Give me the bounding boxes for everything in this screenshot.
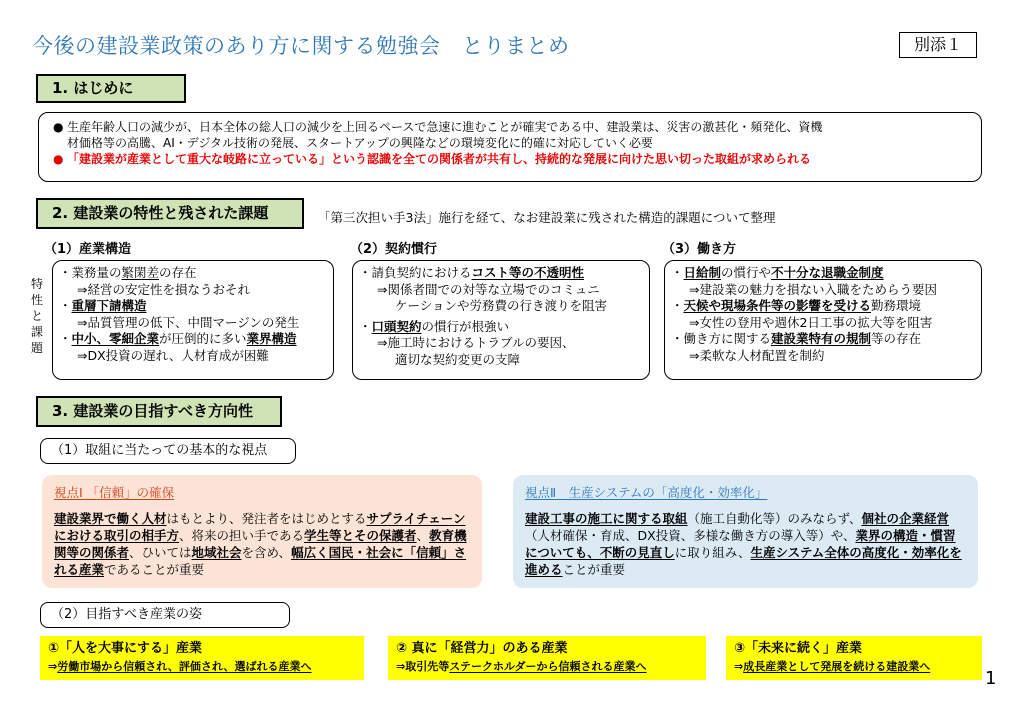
annex-label: 別添１ <box>899 32 977 58</box>
issue-line: ⇒関係者間での対等な立場でのコミュニ <box>377 281 600 297</box>
col-contract-practice-title: （2）契約慣行 <box>350 242 438 257</box>
section-3-heading: 3. 建設業の目指すべき方向性 <box>36 396 282 427</box>
text: ⇒取引先等 <box>396 660 450 673</box>
viewpoint-1-title <box>54 483 470 501</box>
text: ・ <box>359 318 372 334</box>
text: ・請負契約における <box>359 265 472 280</box>
underlined-text: 重層下請構造 <box>71 298 147 313</box>
issue-line: 適切な契約変更の支障 <box>395 351 521 367</box>
side-label-char: 特 <box>30 277 43 291</box>
issue-line <box>359 319 643 336</box>
underlined-text: 視点Ⅱ 生産システムの「高度化・効率化」 <box>525 485 768 500</box>
underlined-text: 建設工事の施工に関する取組 <box>525 511 688 526</box>
text: ・ <box>671 265 684 280</box>
subsection-target-industry: （2）目指すべき産業の姿 <box>40 602 290 628</box>
text: はもとより、発注者をはじめとする <box>166 511 367 526</box>
issue-box-industry-structure <box>52 260 334 380</box>
issue-box-work-style <box>664 260 982 380</box>
section-2-note: 「第三次担い手3法」施行を経て、なお建設業に残された構造的課題について整理 <box>318 210 776 225</box>
text: 等の存在 <box>871 331 922 346</box>
underlined-text: 労働市場から信頼され、評価され、選ばれる産業へ <box>57 660 312 673</box>
text: であることが重要 <box>104 562 205 577</box>
side-label-char: 題 <box>30 341 43 355</box>
viewpoint-2-box <box>513 475 978 588</box>
intro-bullet-2-text: 「建設業が産業として重大な岐路に立っている」という認識を全ての関係者が共有し、持続的な発展に向けた思い切った取組が求められる <box>67 152 812 166</box>
text: ことが重要 <box>562 562 626 577</box>
underlined-text: 繁閑差 <box>121 265 160 280</box>
issue-line: ⇒女性の登用や週休2日工事の拡大等を阻害 <box>689 314 933 330</box>
intro-box <box>38 112 982 182</box>
underlined-text: 中小、零細企業 <box>71 331 160 346</box>
underlined-text: コスト等の不透明性 <box>471 265 585 280</box>
goal-2-subtitle <box>396 658 698 675</box>
underlined-text: 教育機関等の関係者 <box>54 528 467 560</box>
viewpoint-1-box <box>42 475 482 588</box>
underlined-text: 個社の企業経営 <box>861 511 950 526</box>
issue-line <box>359 265 643 282</box>
issue-line: ⇒施工時におけるトラブルの要因、 <box>377 335 575 350</box>
text: 、ひいては <box>129 545 192 560</box>
text: ・働き方に関する <box>671 331 772 346</box>
underlined-text: 建設業特有の規制 <box>771 331 872 346</box>
goal-1-box <box>40 636 364 680</box>
underlined-text: 成長産業として発展を続ける建設業へ <box>743 660 931 673</box>
issue-line: ケーションや労務費の行き渡りを阻害 <box>395 298 608 313</box>
intro-bullet-2 <box>53 151 971 167</box>
text: ⇒ <box>48 660 58 673</box>
underlined-text: サプライチェーンにおける取引の相手方 <box>54 511 466 543</box>
text: 、 <box>416 528 430 543</box>
page-title: 今後の建設業政策のあり方に関する勉強会 とりまとめ <box>32 34 570 58</box>
col-work-style-title: （3）働き方 <box>662 242 737 257</box>
text: を含め、 <box>241 545 292 560</box>
underlined-text: 地域社会 <box>191 545 242 560</box>
underlined-text: 学生等とその保護者 <box>304 528 417 543</box>
underlined-text: 生産システム全体の高度化・効率化を進める <box>525 545 962 577</box>
goal-3-title: ③「未来に続く」産業 <box>734 641 863 656</box>
text: の慣行や <box>721 265 772 280</box>
intro-bullet-1-line-1: 生産年齢人口の減少が、日本全体の総人口の減少を上回るペースで急速に進むことが確実である中、建設業は、災害の激甚化・頻発化、資機 <box>67 120 823 134</box>
underlined-text: 天候や現場条件等の影響を受ける <box>683 298 872 313</box>
text: の存在 <box>159 265 197 280</box>
goal-1-title: ①「人を大事にする」産業 <box>48 641 203 656</box>
text: 、将来の担い手である <box>179 528 305 543</box>
text: 勤務環境 <box>871 298 922 313</box>
underlined-text: 日給制 <box>683 265 722 280</box>
underlined-text: 建設業界で働く人材 <box>54 511 167 526</box>
text: ⇒ <box>734 660 744 673</box>
intro-bullet-1 <box>53 119 971 151</box>
text: ・ <box>59 331 72 346</box>
issue-line <box>671 265 975 282</box>
underlined-text: 口頭契約 <box>371 318 422 334</box>
goal-3-box <box>726 636 982 680</box>
issue-line: ⇒DX投資の遅れ、人材育成が困難 <box>77 347 269 363</box>
subsection-basic-viewpoints: （1）取組に当たっての基本的な視点 <box>40 438 296 464</box>
underlined-text: 視点Ⅰ 「信頼」の確保 <box>54 485 175 500</box>
underlined-text: 不十分な退職金制度 <box>771 265 884 280</box>
underlined-text: ステークホルダーから信頼される産業へ <box>449 660 647 673</box>
intro-bullet-1-line-2: 材価格等の高騰、AI・デジタル技術の発展、スタートアップの興隆などの環境変化に的確に対応していく必要 <box>67 136 653 150</box>
issue-line: ⇒建設業の魅力を損ない入職をためらう要因 <box>689 281 937 297</box>
text: に取り組み、 <box>674 545 751 560</box>
page-number: 1 <box>985 668 997 689</box>
issue-line <box>671 331 975 348</box>
side-label-char: と <box>30 309 43 323</box>
text: が圧倒的に多い <box>159 331 247 346</box>
issue-line <box>59 331 327 348</box>
issue-line: ⇒柔軟な人材配置を制約 <box>689 347 825 363</box>
goal-2-box <box>388 636 706 680</box>
issue-line: ⇒品質管理の低下、中間マージンの発生 <box>77 314 300 330</box>
goal-2-title: ② 真に「経営力」のある産業 <box>396 641 568 656</box>
underlined-text: 業界の構造・慣習についても、不断の見直し <box>525 528 956 560</box>
bullet-icon: ● <box>53 120 64 134</box>
issue-line <box>59 298 327 315</box>
section-2-heading: 2. 建設業の特性と残された課題 <box>36 198 304 229</box>
issue-line <box>671 298 975 315</box>
side-label-char: 課 <box>30 325 43 339</box>
side-label-char: 性 <box>30 293 43 307</box>
underlined-text: 業界構造 <box>246 331 297 346</box>
goal-3-subtitle <box>734 658 974 675</box>
goal-1-subtitle <box>48 658 356 675</box>
text: の慣行が根強い <box>421 318 510 334</box>
col-industry-structure-title: （1）産業構造 <box>44 242 132 257</box>
viewpoint-1-body <box>54 510 470 578</box>
text: ・ <box>59 298 72 313</box>
text: （人材確保・育成、DX投資、多様な働き方の導入等）や、 <box>525 528 856 543</box>
bullet-icon: ● <box>53 152 64 166</box>
underlined-text: 幅広く国民・社会に「信頼」される産業 <box>54 545 467 577</box>
text: ・業務量の <box>59 265 122 280</box>
viewpoint-2-title <box>525 483 966 501</box>
issue-line: ⇒経営の安定性を損なうおそれ <box>77 281 250 297</box>
issue-box-contract-practice <box>352 260 650 380</box>
text: （施工自動化等）のみならず、 <box>687 511 862 526</box>
issue-line <box>59 265 327 282</box>
section-1-heading: 1. はじめに <box>36 74 186 103</box>
text: ・ <box>671 298 684 313</box>
side-label-characteristics-issues <box>30 276 44 356</box>
viewpoint-2-body <box>525 510 966 578</box>
